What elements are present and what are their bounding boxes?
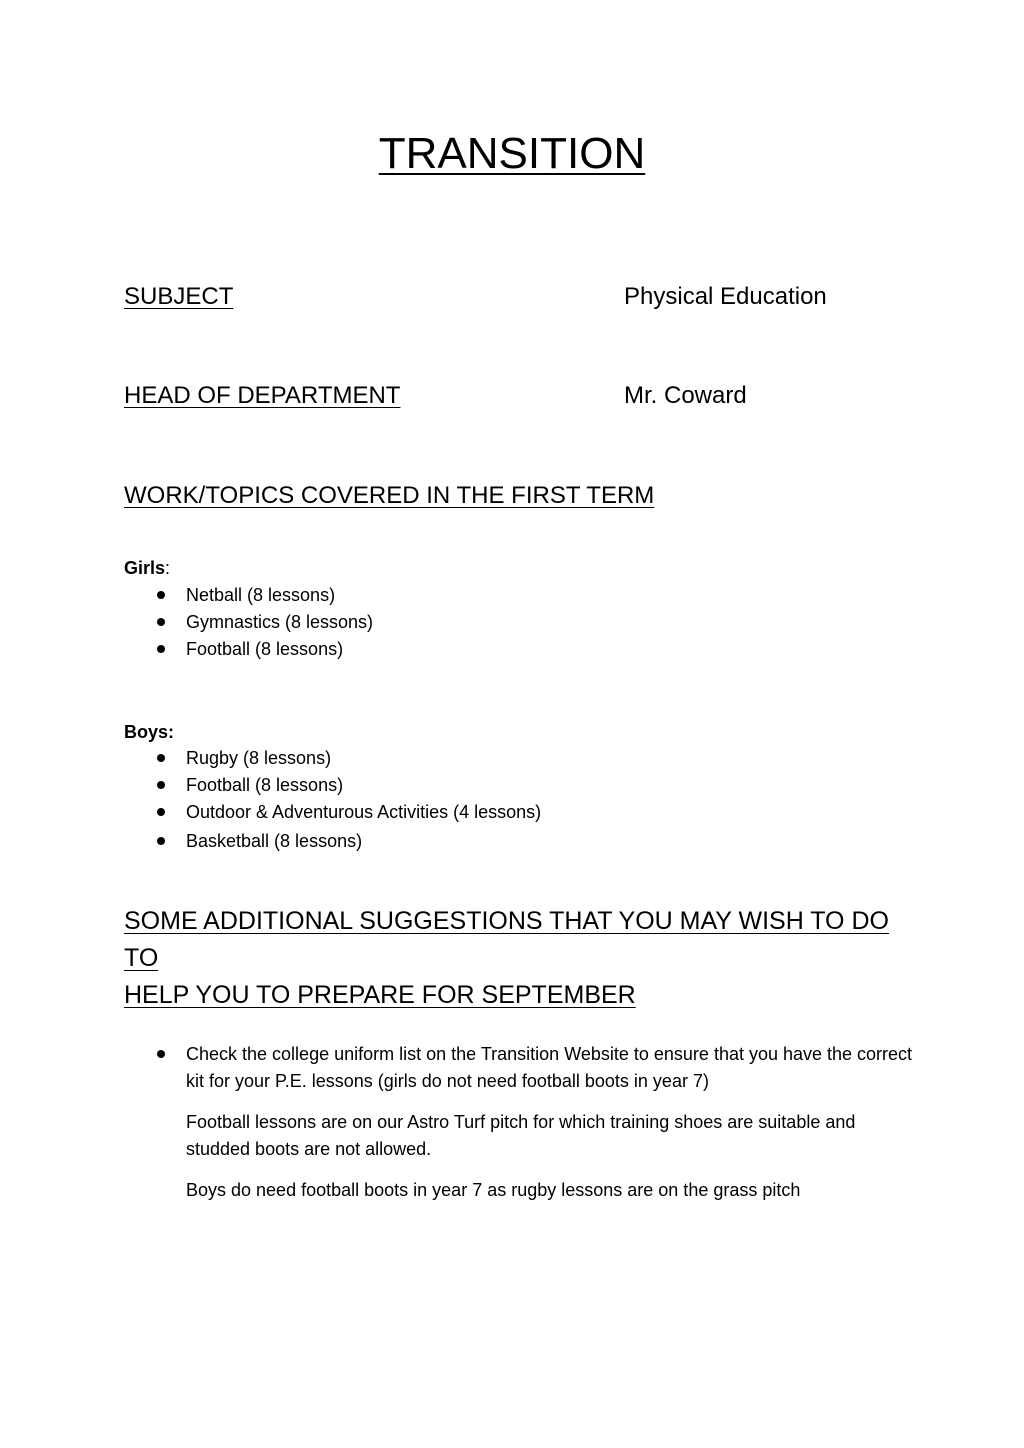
suggestions-heading-line-1: SOME ADDITIONAL SUGGESTIONS THAT YOU MAY WISH TO DO TO (124, 907, 889, 972)
list-item (154, 774, 541, 801)
girls-label: Girls: (124, 558, 171, 578)
list-item-text: Football (8 lessons) (186, 639, 344, 659)
football-lessons-note: Football lessons are on our Astro Turf pitch for which training shoes are suitable and studded boots are not allowed. (186, 1112, 856, 1159)
head-of-department-label: HEAD OF DEPARTMENT (124, 382, 401, 409)
boys-label: Boys: (124, 722, 175, 742)
bullet-icon (157, 1050, 165, 1058)
head-of-department-value: Mr. Coward (624, 382, 747, 409)
list-item (154, 747, 541, 774)
list-item (154, 611, 373, 638)
bullet-icon (157, 618, 165, 626)
uniform-suggestion-text: Check the college uniform list on the Transition Website to ensure that you have the correct kit for your P.E. lessons (girls do not need football boots in year 7) (186, 1044, 913, 1091)
bullet-icon (157, 645, 165, 653)
list-item (154, 830, 541, 857)
subject-label: SUBJECT (124, 283, 234, 310)
bullet-icon (157, 591, 165, 599)
list-item-text: Outdoor & Adventurous Activities (4 lessons) (186, 802, 542, 822)
list-item-text: Netball (8 lessons) (186, 585, 336, 605)
list-item-text: Basketball (8 lessons) (186, 831, 363, 851)
suggestions-heading (124, 903, 904, 1014)
list-item (154, 638, 373, 665)
bullet-icon (157, 837, 165, 845)
bullet-icon (157, 781, 165, 789)
subject-value: Physical Education (624, 283, 827, 310)
work-topics-heading: WORK/TOPICS COVERED IN THE FIRST TERM (124, 482, 655, 509)
girls-topic-list (154, 584, 373, 665)
list-item-text: Rugby (8 lessons) (186, 748, 332, 768)
page-title: TRANSITION (378, 129, 646, 178)
suggestions-heading-line-2: HELP YOU TO PREPARE FOR SEPTEMBER (124, 981, 636, 1009)
list-item (154, 801, 541, 828)
list-item-text: Gymnastics (8 lessons) (186, 612, 374, 632)
bullet-icon (157, 754, 165, 762)
list-item (154, 584, 373, 611)
boys-boots-note: Boys do need football boots in year 7 as rugby lessons are on the grass pitch (186, 1180, 801, 1200)
bullet-icon (157, 808, 165, 816)
girls-label-text: Girls (124, 558, 166, 578)
list-item-text: Football (8 lessons) (186, 775, 344, 795)
boys-topic-list (154, 747, 541, 857)
